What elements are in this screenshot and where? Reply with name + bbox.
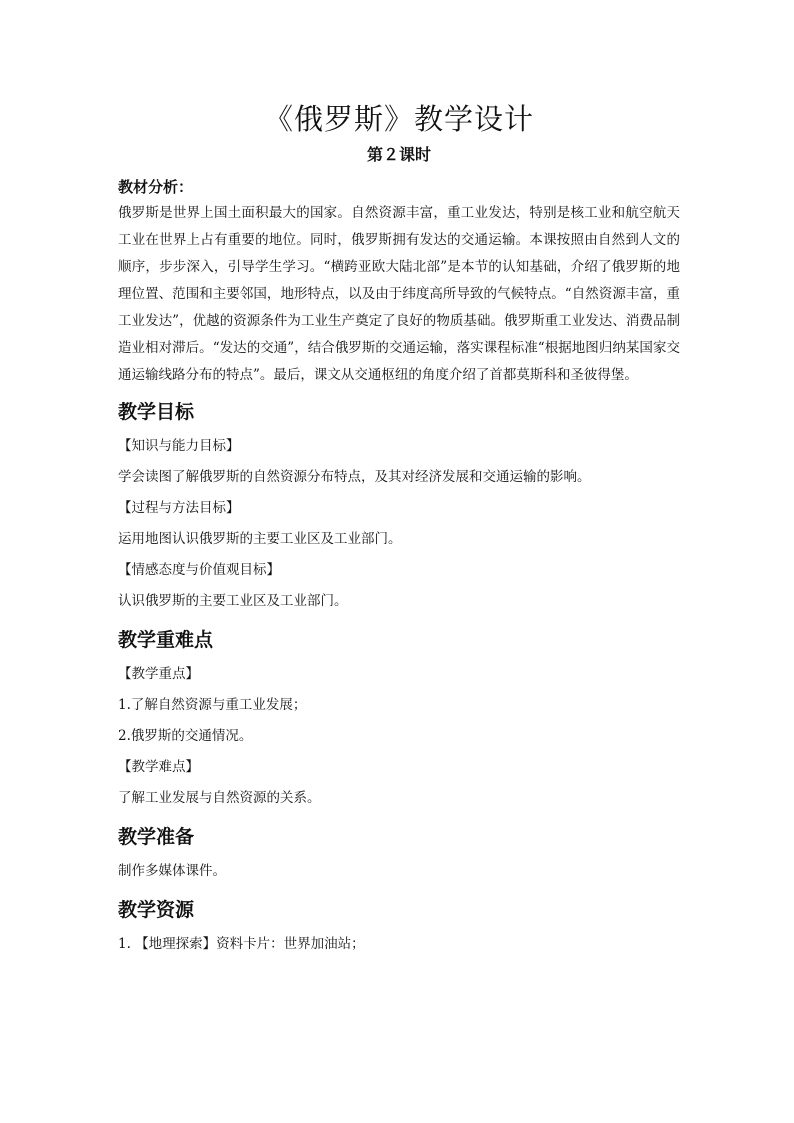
analysis-text: 俄罗斯是世界上国土面积最大的国家。自然资源丰富，重工业发达，特别是核工业和航空航天工业在世界上占有重要的地位。同时，俄罗斯拥有发达的交通运输。本课按照由自然到人文的顺序，步步深入，引导学生学习。“横跨亚欧大陆北部”是本节的认知基础，介绍了俄罗斯的地理位置、范围和主要邻国，地形特点，以及由于纬度高所导致的气候特点。“自然资源丰富，重工业发达”，优越的资源条件为工业生产奠定了良好的物质基础。俄罗斯重工业发达、消费品制造业相对滞后。“发达的交通”，结合俄罗斯的交通运输，落实课程标准“根据地图归纳某国家交通运输线路分布的特点”。最后，课文从交通枢纽的角度介绍了首都莫斯科和圣彼得堡。: [118, 205, 680, 383]
difficult-point-label: 【教学难点】: [118, 759, 199, 775]
lesson-period: 第２课时: [366, 145, 431, 164]
objectives-heading: 教学目标: [118, 401, 195, 423]
emotion-objective-label: 【情感态度与价值观目标】: [118, 562, 280, 578]
emotion-objective-text: 认识俄罗斯的主要工业区及工业部门。: [118, 593, 348, 609]
key-point-label: 【教学重点】: [118, 666, 199, 682]
key-point-item-1: 1.了解自然资源与重工业发展；: [118, 697, 307, 713]
resource-item-1: 1. 【地理探索】资料卡片：世界加油站；: [118, 936, 365, 952]
resources-heading: 教学资源: [118, 899, 195, 921]
knowledge-objective-text: 学会读图了解俄罗斯的自然资源分布特点，及其对经济发展和交通运输的影响。: [118, 469, 591, 485]
preparation-text: 制作多媒体课件。: [118, 863, 226, 879]
process-objective-text: 运用地图认识俄罗斯的主要工业区及工业部门。: [118, 531, 402, 547]
difficult-point-text: 了解工业发展与自然资源的关系。: [118, 790, 321, 806]
key-points-heading: 教学重难点: [118, 629, 214, 651]
analysis-label: 教材分析：: [118, 178, 194, 196]
preparation-heading: 教学准备: [118, 826, 195, 848]
key-point-item-2: 2.俄罗斯的交通情况。: [118, 728, 253, 744]
document-page: [118, 96, 680, 960]
knowledge-objective-label: 【知识与能力目标】: [118, 438, 240, 454]
document-title: 《俄罗斯》教学设计: [263, 102, 534, 136]
process-objective-label: 【过程与方法目标】: [118, 500, 240, 516]
